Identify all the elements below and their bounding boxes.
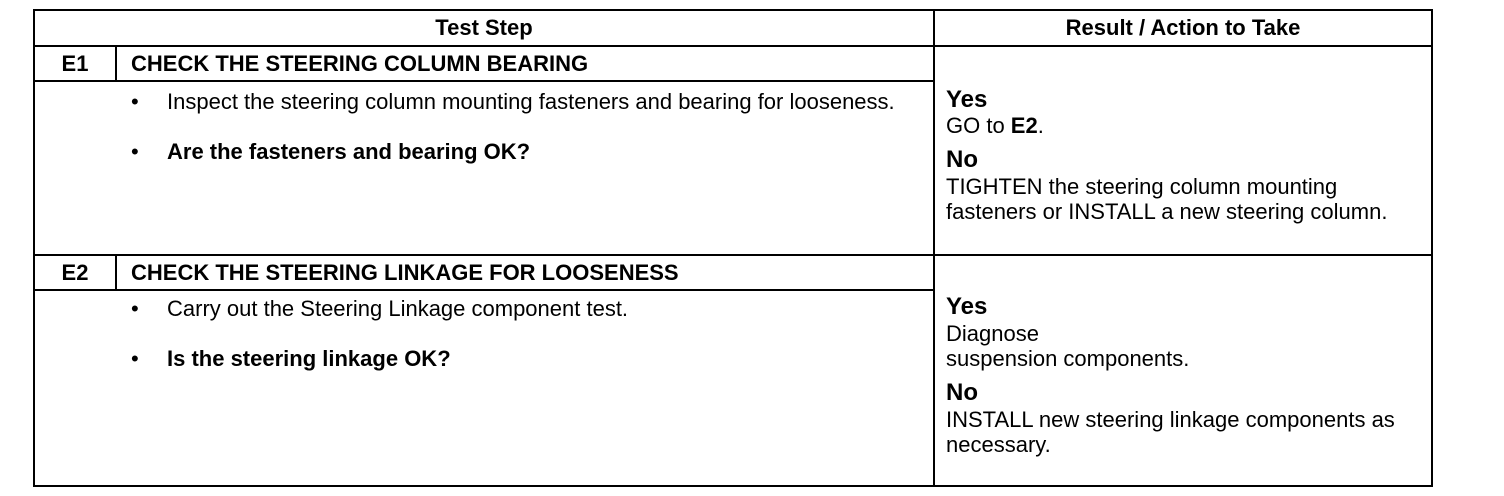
- column-divider: [933, 11, 935, 485]
- id-column-divider: [115, 46, 117, 82]
- yes-label: Yes: [946, 86, 988, 113]
- yes-action: GO to E2.: [946, 113, 1044, 138]
- no-label: No: [946, 379, 978, 406]
- bullet-marker: •: [131, 139, 139, 164]
- header-divider: [35, 45, 1431, 47]
- bullet-marker: •: [131, 346, 139, 371]
- bullet-marker: •: [131, 296, 139, 321]
- no-action: TIGHTEN the steering column mounting fasteners or INSTALL a new steering column.: [946, 174, 1388, 224]
- header-test-step: Test Step: [435, 15, 533, 40]
- header-result-action: Result / Action to Take: [1065, 15, 1301, 40]
- yes-action-line: Diagnose: [946, 321, 1039, 346]
- yes-action-line: suspension components.: [946, 346, 1190, 371]
- step-title-divider: [35, 80, 933, 82]
- step-title: CHECK THE STEERING COLUMN BEARING: [131, 51, 589, 76]
- bullet-text: Carry out the Steering Linkage component test.: [167, 296, 629, 321]
- step-title-divider: [35, 289, 933, 291]
- bullet-marker: •: [131, 89, 139, 114]
- diagnostic-test-table: [33, 9, 1433, 487]
- step-id: E2: [61, 260, 89, 285]
- id-column-divider: [115, 255, 117, 291]
- step-id: E1: [61, 51, 89, 76]
- step-title: CHECK THE STEERING LINKAGE FOR LOOSENESS: [131, 260, 679, 285]
- bullet-text: Inspect the steering column mounting fasteners and bearing for looseness.: [167, 89, 895, 114]
- no-action: INSTALL new steering linkage components as necessary.: [946, 407, 1395, 457]
- no-label: No: [946, 146, 978, 173]
- goto-step-link: E2: [1010, 113, 1038, 138]
- bullet-question: Is the steering linkage OK?: [167, 346, 451, 371]
- step-divider: [35, 254, 1431, 256]
- bullet-question: Are the fasteners and bearing OK?: [167, 139, 531, 164]
- yes-label: Yes: [946, 293, 988, 320]
